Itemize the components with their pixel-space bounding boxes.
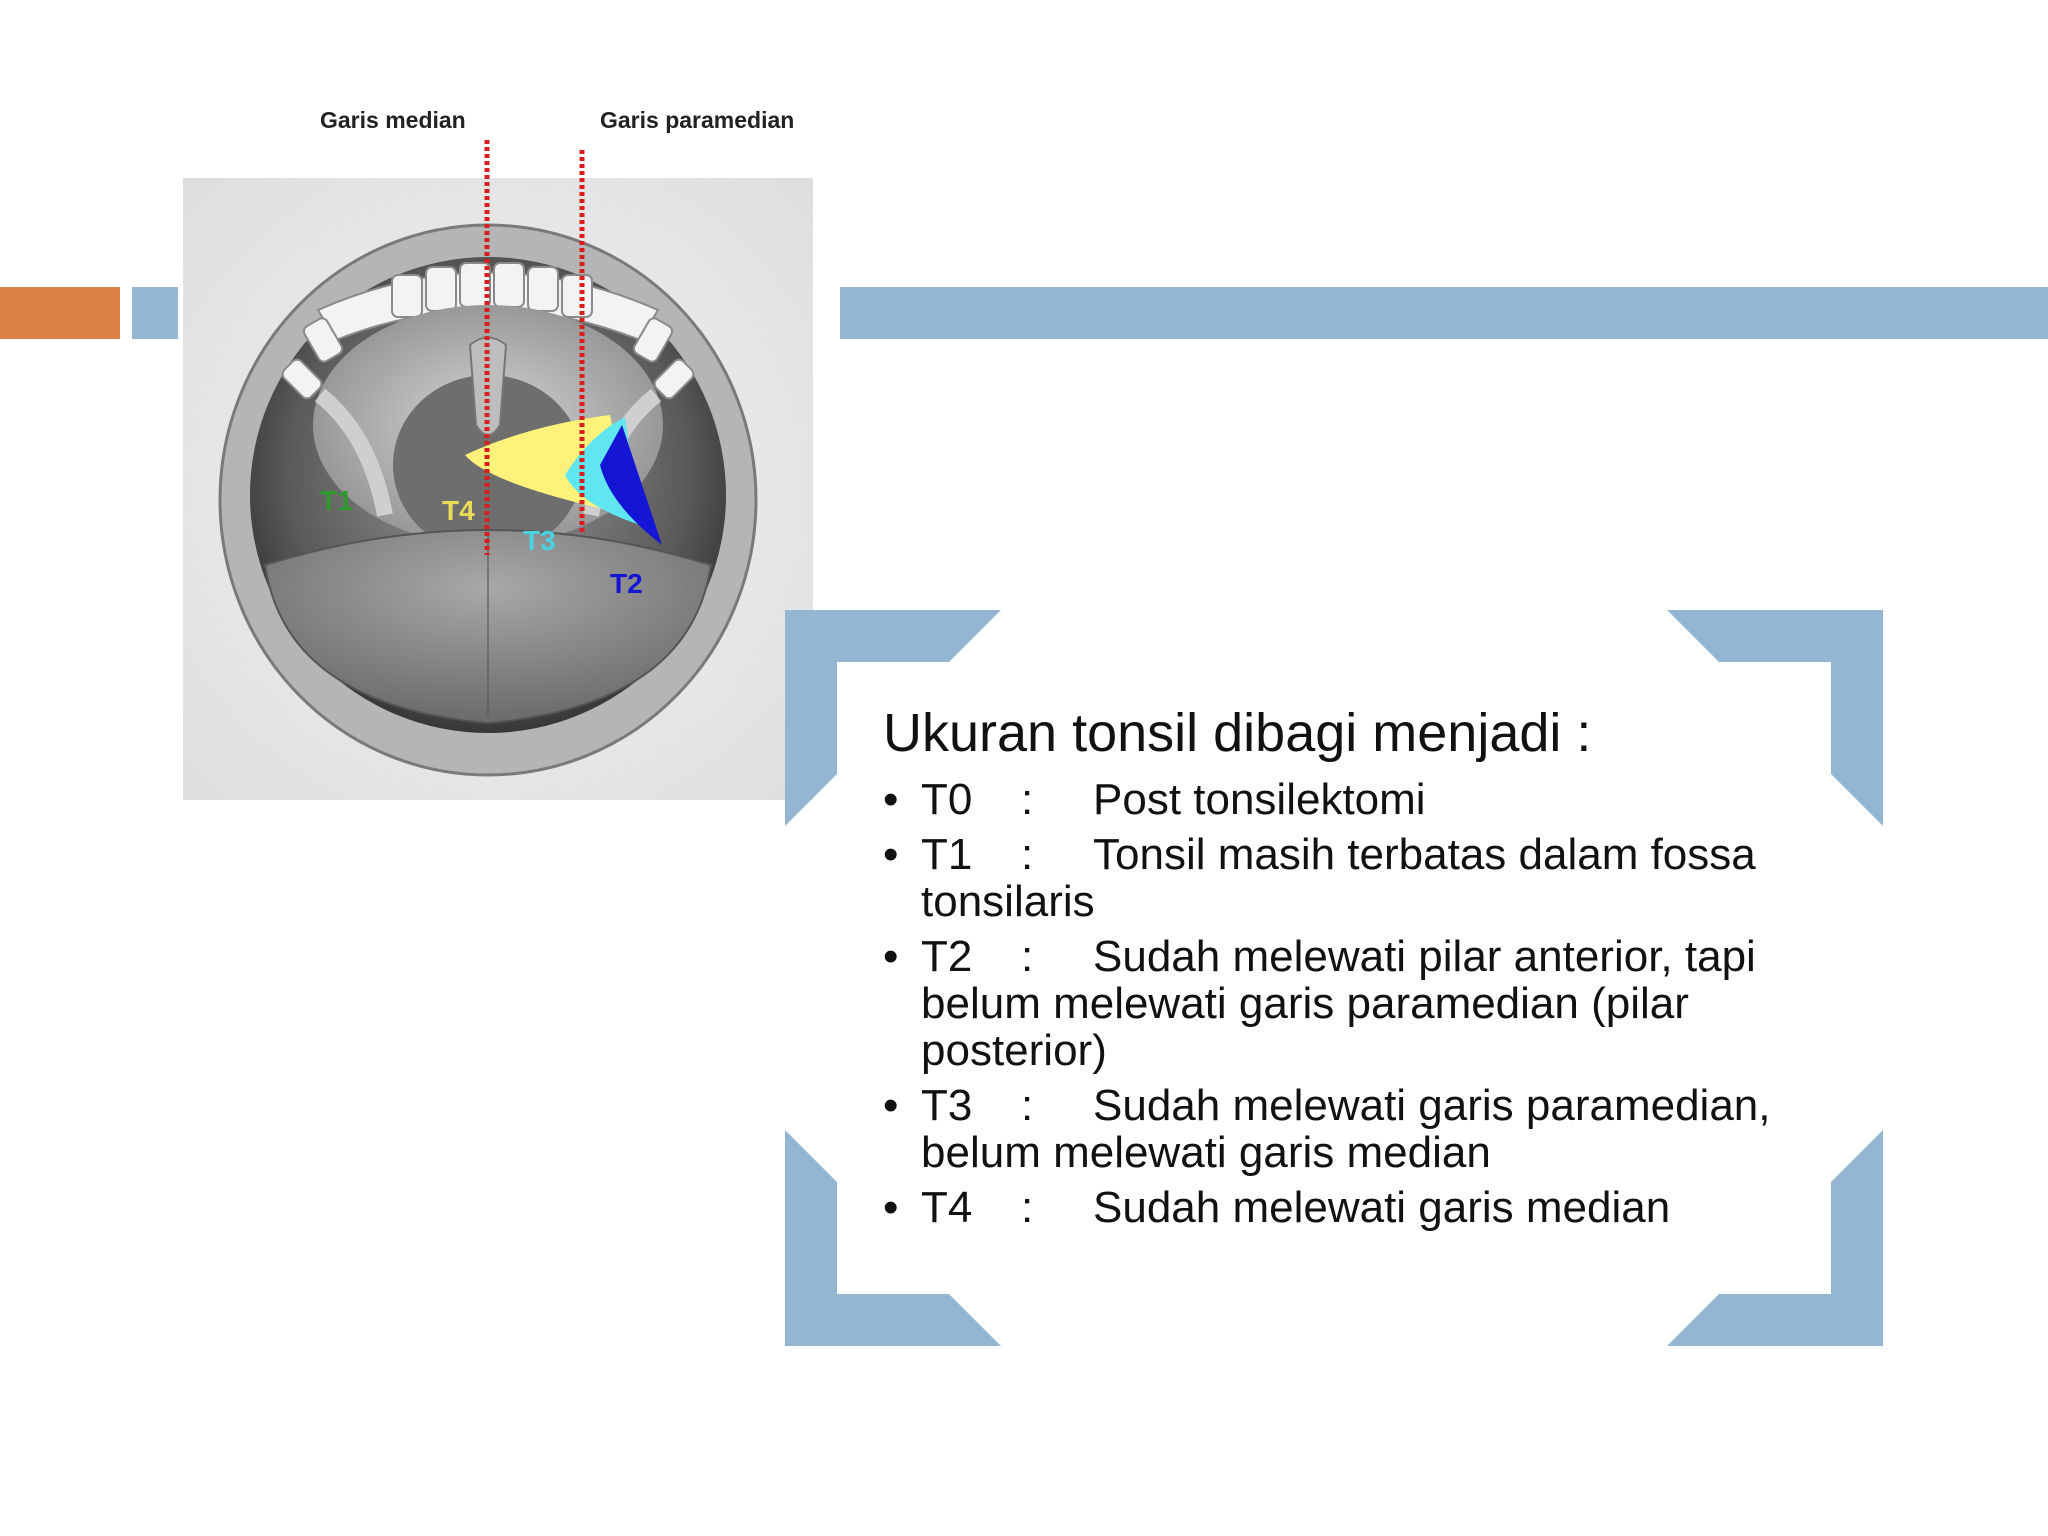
accent-bar-orange — [0, 287, 120, 339]
bullet-icon: • — [883, 830, 899, 879]
grade-item-t1 — [883, 831, 1783, 925]
grade-separator: : — [1021, 1081, 1034, 1130]
grade-description: Sudah melewati pilar anterior, tapi belum melewati garis paramedian (pilar posterior) — [921, 932, 1756, 1075]
tonsil-grading-illustration — [170, 95, 820, 805]
grade-description: Sudah melewati garis paramedian, belum melewati garis median — [921, 1081, 1771, 1177]
grade-label-t4: T4 — [442, 495, 475, 526]
open-mouth-drawing — [170, 95, 820, 805]
bullet-icon: • — [883, 1081, 899, 1130]
grade-description: Tonsil masih terbatas dalam fossa tonsilaris — [921, 830, 1756, 926]
grade-separator: : — [1021, 932, 1034, 981]
grade-code: T1 — [921, 830, 973, 879]
grade-code: T3 — [921, 1081, 973, 1130]
grade-description: Sudah melewati garis median — [1093, 1183, 1671, 1232]
grade-separator: : — [1021, 1183, 1034, 1232]
grade-separator: : — [1021, 830, 1034, 879]
grade-item-t4 — [883, 1184, 1783, 1231]
grade-label-t2: T2 — [610, 568, 643, 599]
bullet-icon: • — [883, 775, 899, 824]
grade-item-t2 — [883, 933, 1783, 1074]
grade-code: T0 — [921, 775, 973, 824]
grade-separator: : — [1021, 775, 1034, 824]
grade-item-t3 — [883, 1082, 1783, 1176]
accent-bar-blue-long — [840, 287, 2048, 339]
grade-label-t3: T3 — [523, 525, 556, 556]
content-title: Ukuran tonsil dibagi menjadi : — [883, 703, 1592, 763]
paramedian-line-label: Garis paramedian — [600, 107, 795, 133]
grade-label-t1: T1 — [320, 485, 353, 516]
grade-code: T2 — [921, 932, 973, 981]
bullet-icon: • — [883, 932, 899, 981]
grade-description: Post tonsilektomi — [1093, 775, 1426, 824]
bullet-icon: • — [883, 1183, 899, 1232]
median-line-label: Garis median — [320, 107, 466, 133]
grade-item-t0 — [883, 776, 1783, 823]
tonsil-grade-list — [883, 776, 1783, 1231]
grade-code: T4 — [921, 1183, 973, 1232]
tonsil-size-content — [883, 700, 1783, 1239]
